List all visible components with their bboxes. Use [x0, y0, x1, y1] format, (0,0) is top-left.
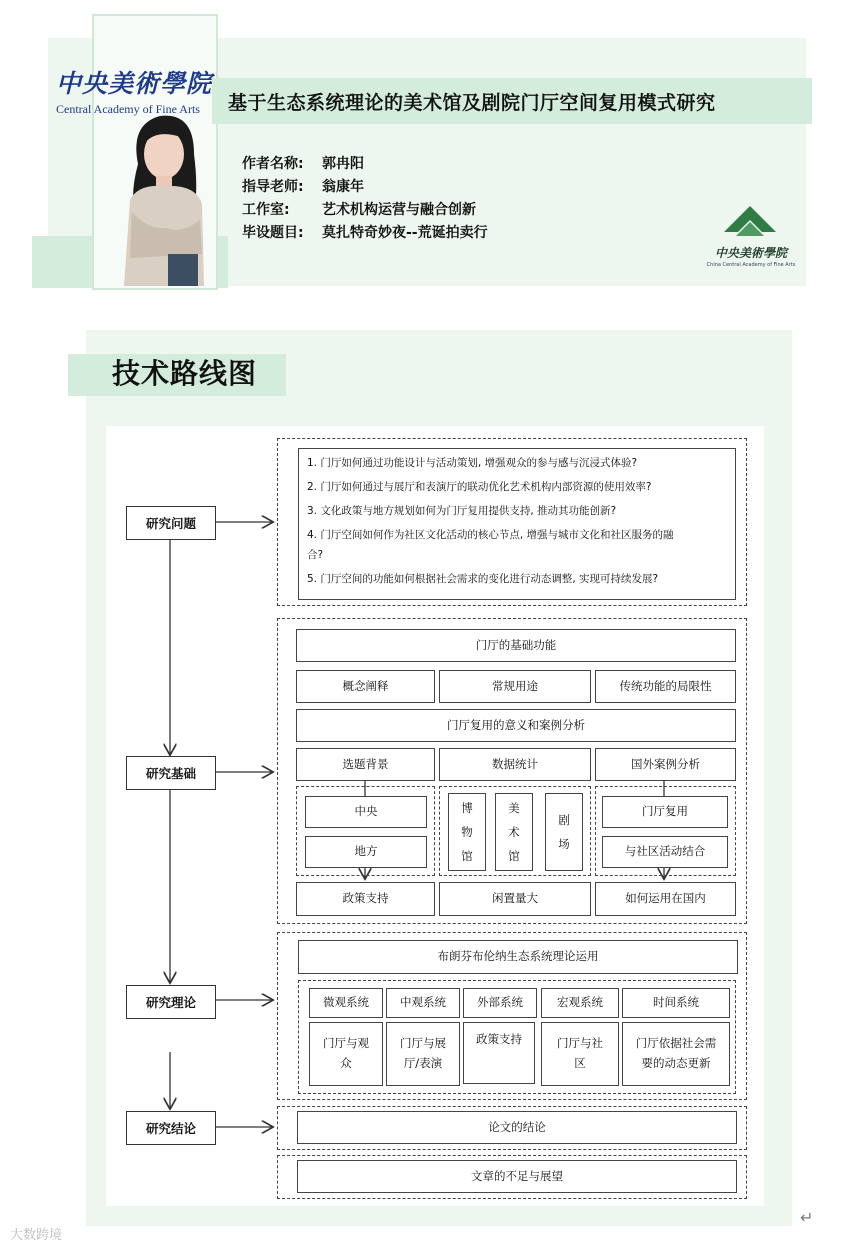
outcome-box: 如何运用在国内: [595, 882, 736, 916]
stage-research-theory: 研究理论: [126, 985, 216, 1019]
question-item: 1. 门厅如何通过功能设计与活动策划, 增强观众的参与感与沉浸式体验?: [307, 457, 638, 469]
function-box: 常规用途: [439, 670, 591, 703]
significance-box: 门厅复用的意义和案例分析: [296, 709, 736, 742]
venue-char: 术: [508, 824, 520, 839]
application-box: [309, 1022, 383, 1086]
system-box: 时间系统: [622, 988, 730, 1018]
application-line: 厅/表演: [403, 1056, 443, 1070]
cafa-cn-name: 中央美術學院: [56, 69, 213, 98]
application-line: 门厅与展: [400, 1036, 446, 1051]
application-line: 要的动态更新: [641, 1056, 711, 1070]
application-line: 众: [340, 1056, 352, 1070]
system-box: 外部系统: [463, 988, 537, 1018]
cafa-en-name: Central Academy of Fine Arts: [56, 102, 200, 116]
system-box: 宏观系统: [541, 988, 619, 1018]
questions-list: [298, 448, 736, 600]
venue-char: 馆: [461, 849, 473, 864]
project-value: 莫扎特奇妙夜--荒诞拍卖行: [322, 225, 488, 241]
system-box: 微观系统: [309, 988, 383, 1018]
policy-level-box: 中央: [305, 796, 427, 828]
project-label: 毕设题目:: [242, 225, 304, 241]
question-item: 4. 门厅空间如何作为社区文化活动的核心节点, 增强与城市文化和社区服务的融: [307, 529, 674, 541]
return-mark-icon: ↵: [800, 1208, 814, 1227]
outcome-box: 闲置量大: [439, 882, 591, 916]
question-item: 3. 文化政策与地方规划如何为门厅复用提供支持, 推动其功能创新?: [307, 505, 617, 517]
venue-theater-box: [545, 793, 583, 871]
studio-label: 工作室:: [242, 202, 290, 218]
question-item: 2. 门厅如何通过与展厅和表演厅的联动优化艺术机构内部资源的使用效率?: [307, 481, 652, 493]
venue-char: 馆: [508, 849, 520, 864]
application-box: [541, 1022, 619, 1086]
author-value: 郭冉阳: [322, 156, 364, 172]
venue-museum-box: [448, 793, 486, 871]
venue-char: 场: [558, 837, 570, 851]
function-box: 概念阐释: [296, 670, 435, 703]
venue-char: 物: [461, 824, 473, 839]
watermark: 大数跨境: [10, 1228, 63, 1243]
advisor-label: 指导老师:: [242, 179, 304, 195]
outcome-box: 政策支持: [296, 882, 435, 916]
function-box: 传统功能的局限性: [595, 670, 736, 703]
application-box: [463, 1022, 535, 1084]
application-line: 区: [574, 1056, 586, 1070]
advisor-value: 翁康年: [322, 179, 364, 195]
application-line: 门厅依据社会需: [635, 1036, 717, 1051]
outlook-box: 文章的不足与展望: [297, 1160, 737, 1193]
analysis-box: 数据统计: [439, 748, 591, 781]
conclusion-box: 论文的结论: [297, 1111, 737, 1144]
application-line: 门厅与社: [557, 1036, 603, 1051]
logo-en-name: China Central Academy of Fine Arts: [706, 262, 796, 268]
venue-char: 剧: [558, 812, 570, 827]
question-item: 5. 门厅空间的功能如何根据社会需求的变化进行动态调整, 实现可持续发展?: [307, 573, 659, 585]
roadmap-title: 技术路线图: [112, 357, 258, 390]
application-line: 政策支持: [476, 1032, 522, 1046]
venue-char: 美: [508, 800, 520, 815]
venue-art-museum-box: [495, 793, 533, 871]
stage-research-question: 研究问题: [126, 506, 216, 540]
policy-level-box: 地方: [305, 836, 427, 868]
venue-char: 博: [461, 800, 473, 815]
question-item: 合?: [307, 549, 324, 561]
theory-title-box: 布朗芬布伦纳生态系统理论运用: [298, 940, 738, 974]
page-title: 基于生态系统理论的美术馆及剧院门厅空间复用模式研究: [228, 92, 716, 114]
system-box: 中观系统: [386, 988, 460, 1018]
application-box: [622, 1022, 730, 1086]
foreign-case-box: 门厅复用: [602, 796, 728, 828]
author-label: 作者名称:: [242, 156, 304, 172]
studio-value: 艺术机构运营与融合创新: [322, 202, 476, 218]
stage-research-conclusion: 研究结论: [126, 1111, 216, 1145]
application-line: 门厅与观: [323, 1036, 369, 1051]
application-box: [386, 1022, 460, 1086]
analysis-box: 国外案例分析: [595, 748, 736, 781]
foreign-case-box: 与社区活动结合: [602, 836, 728, 868]
analysis-box: 选题背景: [296, 748, 435, 781]
logo-cn-name: 中央美術學院: [714, 246, 787, 260]
stage-research-basis: 研究基础: [126, 756, 216, 790]
basic-function-box: 门厅的基础功能: [296, 629, 736, 662]
